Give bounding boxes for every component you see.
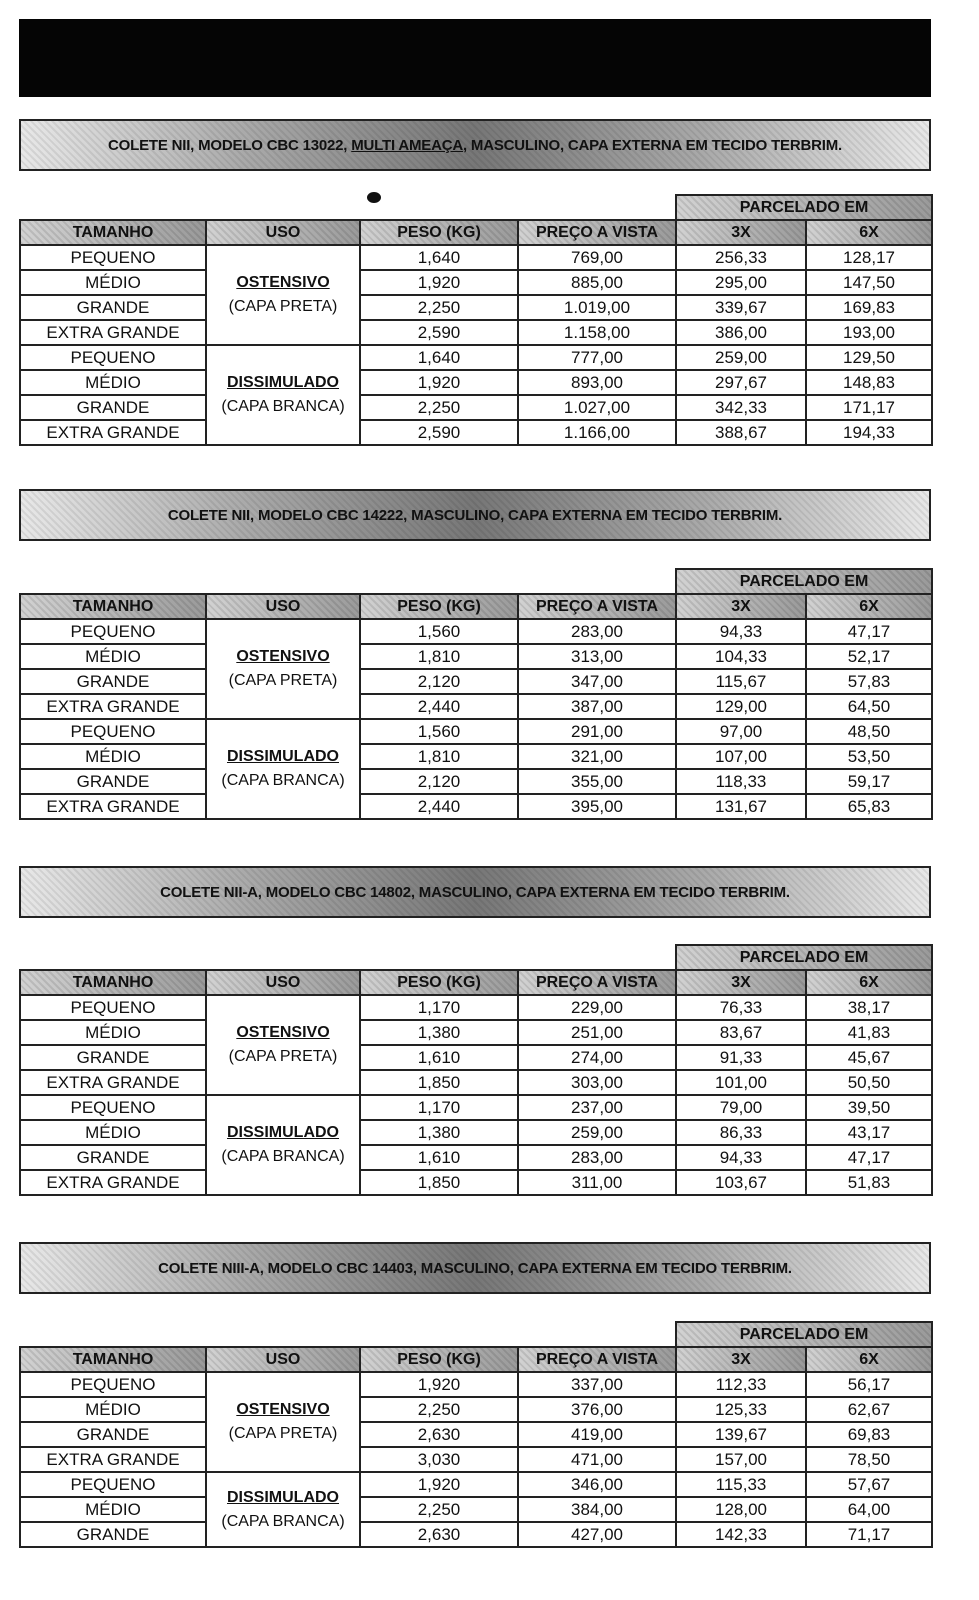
cell-tamanho: PEQUENO (20, 245, 206, 270)
section-4-banner (19, 1242, 931, 1294)
cell-3x: 83,67 (676, 1020, 806, 1045)
cell-peso: 2,440 (360, 794, 518, 819)
header-preco-a-vista: PREÇO A VISTA (518, 970, 676, 995)
redacted-header-bar (19, 19, 931, 97)
cell-preco: 251,00 (518, 1020, 676, 1045)
header-preco-a-vista: PREÇO A VISTA (518, 220, 676, 245)
cell-preco: 291,00 (518, 719, 676, 744)
cell-preco: 313,00 (518, 644, 676, 669)
uso-title: OSTENSIVO (236, 648, 330, 665)
cell-6x: 62,67 (806, 1397, 932, 1422)
cell-preco: 237,00 (518, 1095, 676, 1120)
cell-6x: 129,50 (806, 345, 932, 370)
cell-6x: 53,50 (806, 744, 932, 769)
cell-peso: 1,850 (360, 1170, 518, 1195)
header-peso: PESO (KG) (360, 970, 518, 995)
uso-title: OSTENSIVO (236, 274, 330, 291)
table-row (20, 694, 932, 719)
cell-3x: 97,00 (676, 719, 806, 744)
cell-peso: 1,560 (360, 619, 518, 644)
cell-peso: 2,630 (360, 1522, 518, 1547)
cell-peso: 1,610 (360, 1045, 518, 1070)
cell-3x: 139,67 (676, 1422, 806, 1447)
cell-6x: 45,67 (806, 1045, 932, 1070)
header-peso: PESO (KG) (360, 1347, 518, 1372)
table-row (20, 769, 932, 794)
cell-peso: 1,170 (360, 995, 518, 1020)
cell-preco: 427,00 (518, 1522, 676, 1547)
cell-peso: 1,610 (360, 1145, 518, 1170)
header-3x: 3X (676, 594, 806, 619)
section-2-title: COLETE NII, MODELO CBC 14222, MASCULINO, CAPA EXTERNA EM TECIDO TERBRIM. (167, 506, 783, 524)
table-row (20, 395, 932, 420)
cell-tamanho: GRANDE (20, 1422, 206, 1447)
cell-tamanho: GRANDE (20, 1045, 206, 1070)
cell-3x: 79,00 (676, 1095, 806, 1120)
cell-peso: 2,590 (360, 420, 518, 445)
table-row (20, 270, 932, 295)
section-3-banner (19, 866, 931, 918)
cell-preco: 337,00 (518, 1372, 676, 1397)
header-parcelado-em: PARCELADO EM (676, 1322, 932, 1347)
table-row (20, 1120, 932, 1145)
cell-3x: 388,67 (676, 420, 806, 445)
cell-tamanho: EXTRA GRANDE (20, 794, 206, 819)
cell-preco: 885,00 (518, 270, 676, 295)
table-row (20, 619, 932, 644)
cell-tamanho: MÉDIO (20, 1397, 206, 1422)
cell-3x: 91,33 (676, 1045, 806, 1070)
table-row (20, 1422, 932, 1447)
header-parcelado-em: PARCELADO EM (676, 945, 932, 970)
cell-3x: 94,33 (676, 619, 806, 644)
cell-preco: 376,00 (518, 1397, 676, 1422)
cell-3x: 107,00 (676, 744, 806, 769)
table-row (20, 1070, 932, 1095)
uso-subtitle: (CAPA PRETA) (228, 298, 338, 315)
cell-preco: 1.158,00 (518, 320, 676, 345)
header-uso: USO (206, 1347, 360, 1372)
uso-title: DISSIMULADO (227, 1124, 339, 1141)
cell-uso (206, 1372, 360, 1472)
cell-3x: 131,67 (676, 794, 806, 819)
cell-6x: 56,17 (806, 1372, 932, 1397)
header-6x: 6X (806, 220, 932, 245)
table-row (20, 1472, 932, 1497)
header-6x: 6X (806, 970, 932, 995)
cell-6x: 71,17 (806, 1522, 932, 1547)
cell-6x: 48,50 (806, 719, 932, 744)
cell-preco: 419,00 (518, 1422, 676, 1447)
cell-uso (206, 245, 360, 345)
cell-tamanho: MÉDIO (20, 744, 206, 769)
cell-peso: 1,380 (360, 1120, 518, 1145)
cell-6x: 38,17 (806, 995, 932, 1020)
uso-subtitle: (CAPA BRANCA) (221, 1512, 345, 1530)
table-row (20, 370, 932, 395)
cell-3x: 115,33 (676, 1472, 806, 1497)
cell-6x: 51,83 (806, 1170, 932, 1195)
table-row (20, 995, 932, 1020)
cell-tamanho: PEQUENO (20, 1472, 206, 1497)
cell-peso: 1,560 (360, 719, 518, 744)
cell-6x: 50,50 (806, 1070, 932, 1095)
cell-tamanho: MÉDIO (20, 1120, 206, 1145)
uso-subtitle: (CAPA BRANCA) (221, 1148, 345, 1165)
cell-6x: 193,00 (806, 320, 932, 345)
cell-tamanho: GRANDE (20, 395, 206, 420)
section-3-title: COLETE NII-A, MODELO CBC 14802, MASCULINO, CAPA EXTERNA EM TECIDO TERBRIM. (160, 883, 790, 901)
uso-title: DISSIMULADO (227, 1488, 339, 1506)
table-row (20, 1145, 932, 1170)
cell-tamanho: PEQUENO (20, 1095, 206, 1120)
cell-6x: 39,50 (806, 1095, 932, 1120)
cell-preco: 893,00 (518, 370, 676, 395)
cell-peso: 2,250 (360, 395, 518, 420)
header-6x: 6X (806, 1347, 932, 1372)
cell-peso: 2,120 (360, 769, 518, 794)
table-row (20, 744, 932, 769)
cell-tamanho: EXTRA GRANDE (20, 1070, 206, 1095)
cell-3x: 342,33 (676, 395, 806, 420)
cell-uso (206, 995, 360, 1095)
table-row (20, 1020, 932, 1045)
cell-3x: 157,00 (676, 1447, 806, 1472)
cell-3x: 297,67 (676, 370, 806, 395)
cell-6x: 69,83 (806, 1422, 932, 1447)
cell-6x: 57,67 (806, 1472, 932, 1497)
cell-preco: 1.019,00 (518, 295, 676, 320)
cell-preco: 274,00 (518, 1045, 676, 1070)
cell-6x: 59,17 (806, 769, 932, 794)
cell-tamanho: MÉDIO (20, 644, 206, 669)
cell-tamanho: PEQUENO (20, 995, 206, 1020)
uso-subtitle: (CAPA PRETA) (228, 672, 338, 689)
cell-peso: 1,170 (360, 1095, 518, 1120)
cell-peso: 1,380 (360, 1020, 518, 1045)
cell-peso: 1,920 (360, 1472, 518, 1497)
section-1-banner (19, 119, 931, 171)
cell-preco: 395,00 (518, 794, 676, 819)
cell-tamanho: GRANDE (20, 1145, 206, 1170)
cell-6x: 52,17 (806, 644, 932, 669)
cell-tamanho: EXTRA GRANDE (20, 1447, 206, 1472)
cell-tamanho: PEQUENO (20, 1372, 206, 1397)
cell-6x: 78,50 (806, 1447, 932, 1472)
price-table-4 (19, 1321, 933, 1548)
cell-tamanho: GRANDE (20, 769, 206, 794)
table-row (20, 345, 932, 370)
cell-3x: 104,33 (676, 644, 806, 669)
cell-peso: 2,250 (360, 1497, 518, 1522)
cell-3x: 386,00 (676, 320, 806, 345)
uso-subtitle: (CAPA PRETA) (228, 1425, 338, 1442)
uso-title: OSTENSIVO (236, 1401, 330, 1418)
cell-preco: 1.027,00 (518, 395, 676, 420)
header-parcelado-em: PARCELADO EM (676, 569, 932, 594)
uso-title: DISSIMULADO (227, 374, 339, 391)
cell-tamanho: EXTRA GRANDE (20, 694, 206, 719)
cell-6x: 57,83 (806, 669, 932, 694)
header-uso: USO (206, 220, 360, 245)
cell-tamanho: PEQUENO (20, 345, 206, 370)
cell-peso: 1,810 (360, 744, 518, 769)
cell-3x: 256,33 (676, 245, 806, 270)
cell-tamanho: MÉDIO (20, 1497, 206, 1522)
price-table-2 (19, 568, 933, 820)
table-row (20, 295, 932, 320)
header-peso: PESO (KG) (360, 220, 518, 245)
table-row (20, 1372, 932, 1397)
cell-tamanho: MÉDIO (20, 270, 206, 295)
cell-6x: 65,83 (806, 794, 932, 819)
price-table-1 (19, 194, 933, 446)
header-tamanho: TAMANHO (20, 220, 206, 245)
cell-6x: 64,50 (806, 694, 932, 719)
cell-3x: 339,67 (676, 295, 806, 320)
cell-6x: 148,83 (806, 370, 932, 395)
section-1-title-c: , MASCULINO, CAPA EXTERNA EM TECIDO TERBRIM. (462, 136, 842, 154)
cell-uso (206, 1095, 360, 1195)
cell-tamanho: MÉDIO (20, 1020, 206, 1045)
cell-6x: 43,17 (806, 1120, 932, 1145)
cell-preco: 387,00 (518, 694, 676, 719)
cell-3x: 103,67 (676, 1170, 806, 1195)
cell-preco: 347,00 (518, 669, 676, 694)
cell-3x: 259,00 (676, 345, 806, 370)
table-row (20, 1095, 932, 1120)
table-row (20, 420, 932, 445)
cell-3x: 295,00 (676, 270, 806, 295)
cell-6x: 47,17 (806, 1145, 932, 1170)
section-1-title-a: COLETE NII, MODELO CBC 13022, (108, 136, 352, 154)
section-2-banner (19, 489, 931, 541)
table-row (20, 669, 932, 694)
cell-uso (206, 1472, 360, 1547)
header-uso: USO (206, 594, 360, 619)
header-preco-a-vista: PREÇO A VISTA (518, 1347, 676, 1372)
cell-tamanho: EXTRA GRANDE (20, 1170, 206, 1195)
cell-3x: 118,33 (676, 769, 806, 794)
cell-preco: 384,00 (518, 1497, 676, 1522)
uso-subtitle: (CAPA BRANCA) (221, 772, 345, 789)
cell-peso: 2,250 (360, 1397, 518, 1422)
header-3x: 3X (676, 1347, 806, 1372)
cell-3x: 112,33 (676, 1372, 806, 1397)
header-uso: USO (206, 970, 360, 995)
cell-uso (206, 619, 360, 719)
uso-subtitle: (CAPA BRANCA) (221, 398, 345, 415)
cell-preco: 769,00 (518, 245, 676, 270)
cell-3x: 129,00 (676, 694, 806, 719)
header-3x: 3X (676, 970, 806, 995)
cell-6x: 194,33 (806, 420, 932, 445)
header-3x: 3X (676, 220, 806, 245)
cell-3x: 76,33 (676, 995, 806, 1020)
cell-preco: 1.166,00 (518, 420, 676, 445)
cell-6x: 169,83 (806, 295, 932, 320)
cell-3x: 128,00 (676, 1497, 806, 1522)
cell-tamanho: MÉDIO (20, 370, 206, 395)
price-table-3 (19, 944, 933, 1196)
cell-tamanho: GRANDE (20, 295, 206, 320)
cell-uso (206, 345, 360, 445)
cell-preco: 355,00 (518, 769, 676, 794)
cell-6x: 47,17 (806, 619, 932, 644)
cell-preco: 321,00 (518, 744, 676, 769)
uso-title: OSTENSIVO (236, 1024, 330, 1041)
table-row (20, 1397, 932, 1422)
cell-tamanho: EXTRA GRANDE (20, 420, 206, 445)
table-row (20, 1170, 932, 1195)
table-row (20, 1447, 932, 1472)
cell-peso: 1,920 (360, 1372, 518, 1397)
cell-3x: 142,33 (676, 1522, 806, 1547)
cell-3x: 115,67 (676, 669, 806, 694)
table-row (20, 320, 932, 345)
table-row (20, 794, 932, 819)
cell-peso: 1,920 (360, 370, 518, 395)
cell-3x: 94,33 (676, 1145, 806, 1170)
table-row (20, 644, 932, 669)
cell-tamanho: GRANDE (20, 669, 206, 694)
uso-title: DISSIMULADO (227, 748, 339, 765)
cell-peso: 1,640 (360, 245, 518, 270)
cell-preco: 303,00 (518, 1070, 676, 1095)
table-row (20, 1522, 932, 1547)
cell-tamanho: GRANDE (20, 1522, 206, 1547)
cell-tamanho: PEQUENO (20, 619, 206, 644)
cell-preco: 283,00 (518, 1145, 676, 1170)
cell-uso (206, 719, 360, 819)
cell-3x: 125,33 (676, 1397, 806, 1422)
table-row (20, 719, 932, 744)
cell-preco: 311,00 (518, 1170, 676, 1195)
header-peso: PESO (KG) (360, 594, 518, 619)
cell-peso: 1,920 (360, 270, 518, 295)
cell-preco: 471,00 (518, 1447, 676, 1472)
cell-peso: 2,440 (360, 694, 518, 719)
cell-tamanho: EXTRA GRANDE (20, 320, 206, 345)
cell-peso: 2,590 (360, 320, 518, 345)
cell-3x: 101,00 (676, 1070, 806, 1095)
table-row (20, 1497, 932, 1522)
cell-6x: 128,17 (806, 245, 932, 270)
header-tamanho: TAMANHO (20, 594, 206, 619)
cell-3x: 86,33 (676, 1120, 806, 1145)
cell-6x: 147,50 (806, 270, 932, 295)
cell-preco: 283,00 (518, 619, 676, 644)
table-row (20, 1045, 932, 1070)
cell-6x: 64,00 (806, 1497, 932, 1522)
cell-preco: 259,00 (518, 1120, 676, 1145)
cell-peso: 1,640 (360, 345, 518, 370)
cell-preco: 777,00 (518, 345, 676, 370)
section-1-title-b: MULTI AMEAÇA (351, 136, 463, 154)
cell-6x: 41,83 (806, 1020, 932, 1045)
cell-peso: 1,850 (360, 1070, 518, 1095)
section-4-title: COLETE NIII-A, MODELO CBC 14403, MASCULINO, CAPA EXTERNA EM TECIDO TERBRIM. (158, 1259, 792, 1277)
header-tamanho: TAMANHO (20, 970, 206, 995)
cell-peso: 2,250 (360, 295, 518, 320)
uso-subtitle: (CAPA PRETA) (228, 1048, 338, 1065)
header-6x: 6X (806, 594, 932, 619)
cell-6x: 171,17 (806, 395, 932, 420)
header-tamanho: TAMANHO (20, 1347, 206, 1372)
cell-peso: 2,120 (360, 669, 518, 694)
header-preco-a-vista: PREÇO A VISTA (518, 594, 676, 619)
cell-tamanho: PEQUENO (20, 719, 206, 744)
cell-preco: 229,00 (518, 995, 676, 1020)
header-parcelado-em: PARCELADO EM (676, 195, 932, 220)
cell-peso: 2,630 (360, 1422, 518, 1447)
cell-peso: 3,030 (360, 1447, 518, 1472)
table-row (20, 245, 932, 270)
cell-peso: 1,810 (360, 644, 518, 669)
cell-preco: 346,00 (518, 1472, 676, 1497)
